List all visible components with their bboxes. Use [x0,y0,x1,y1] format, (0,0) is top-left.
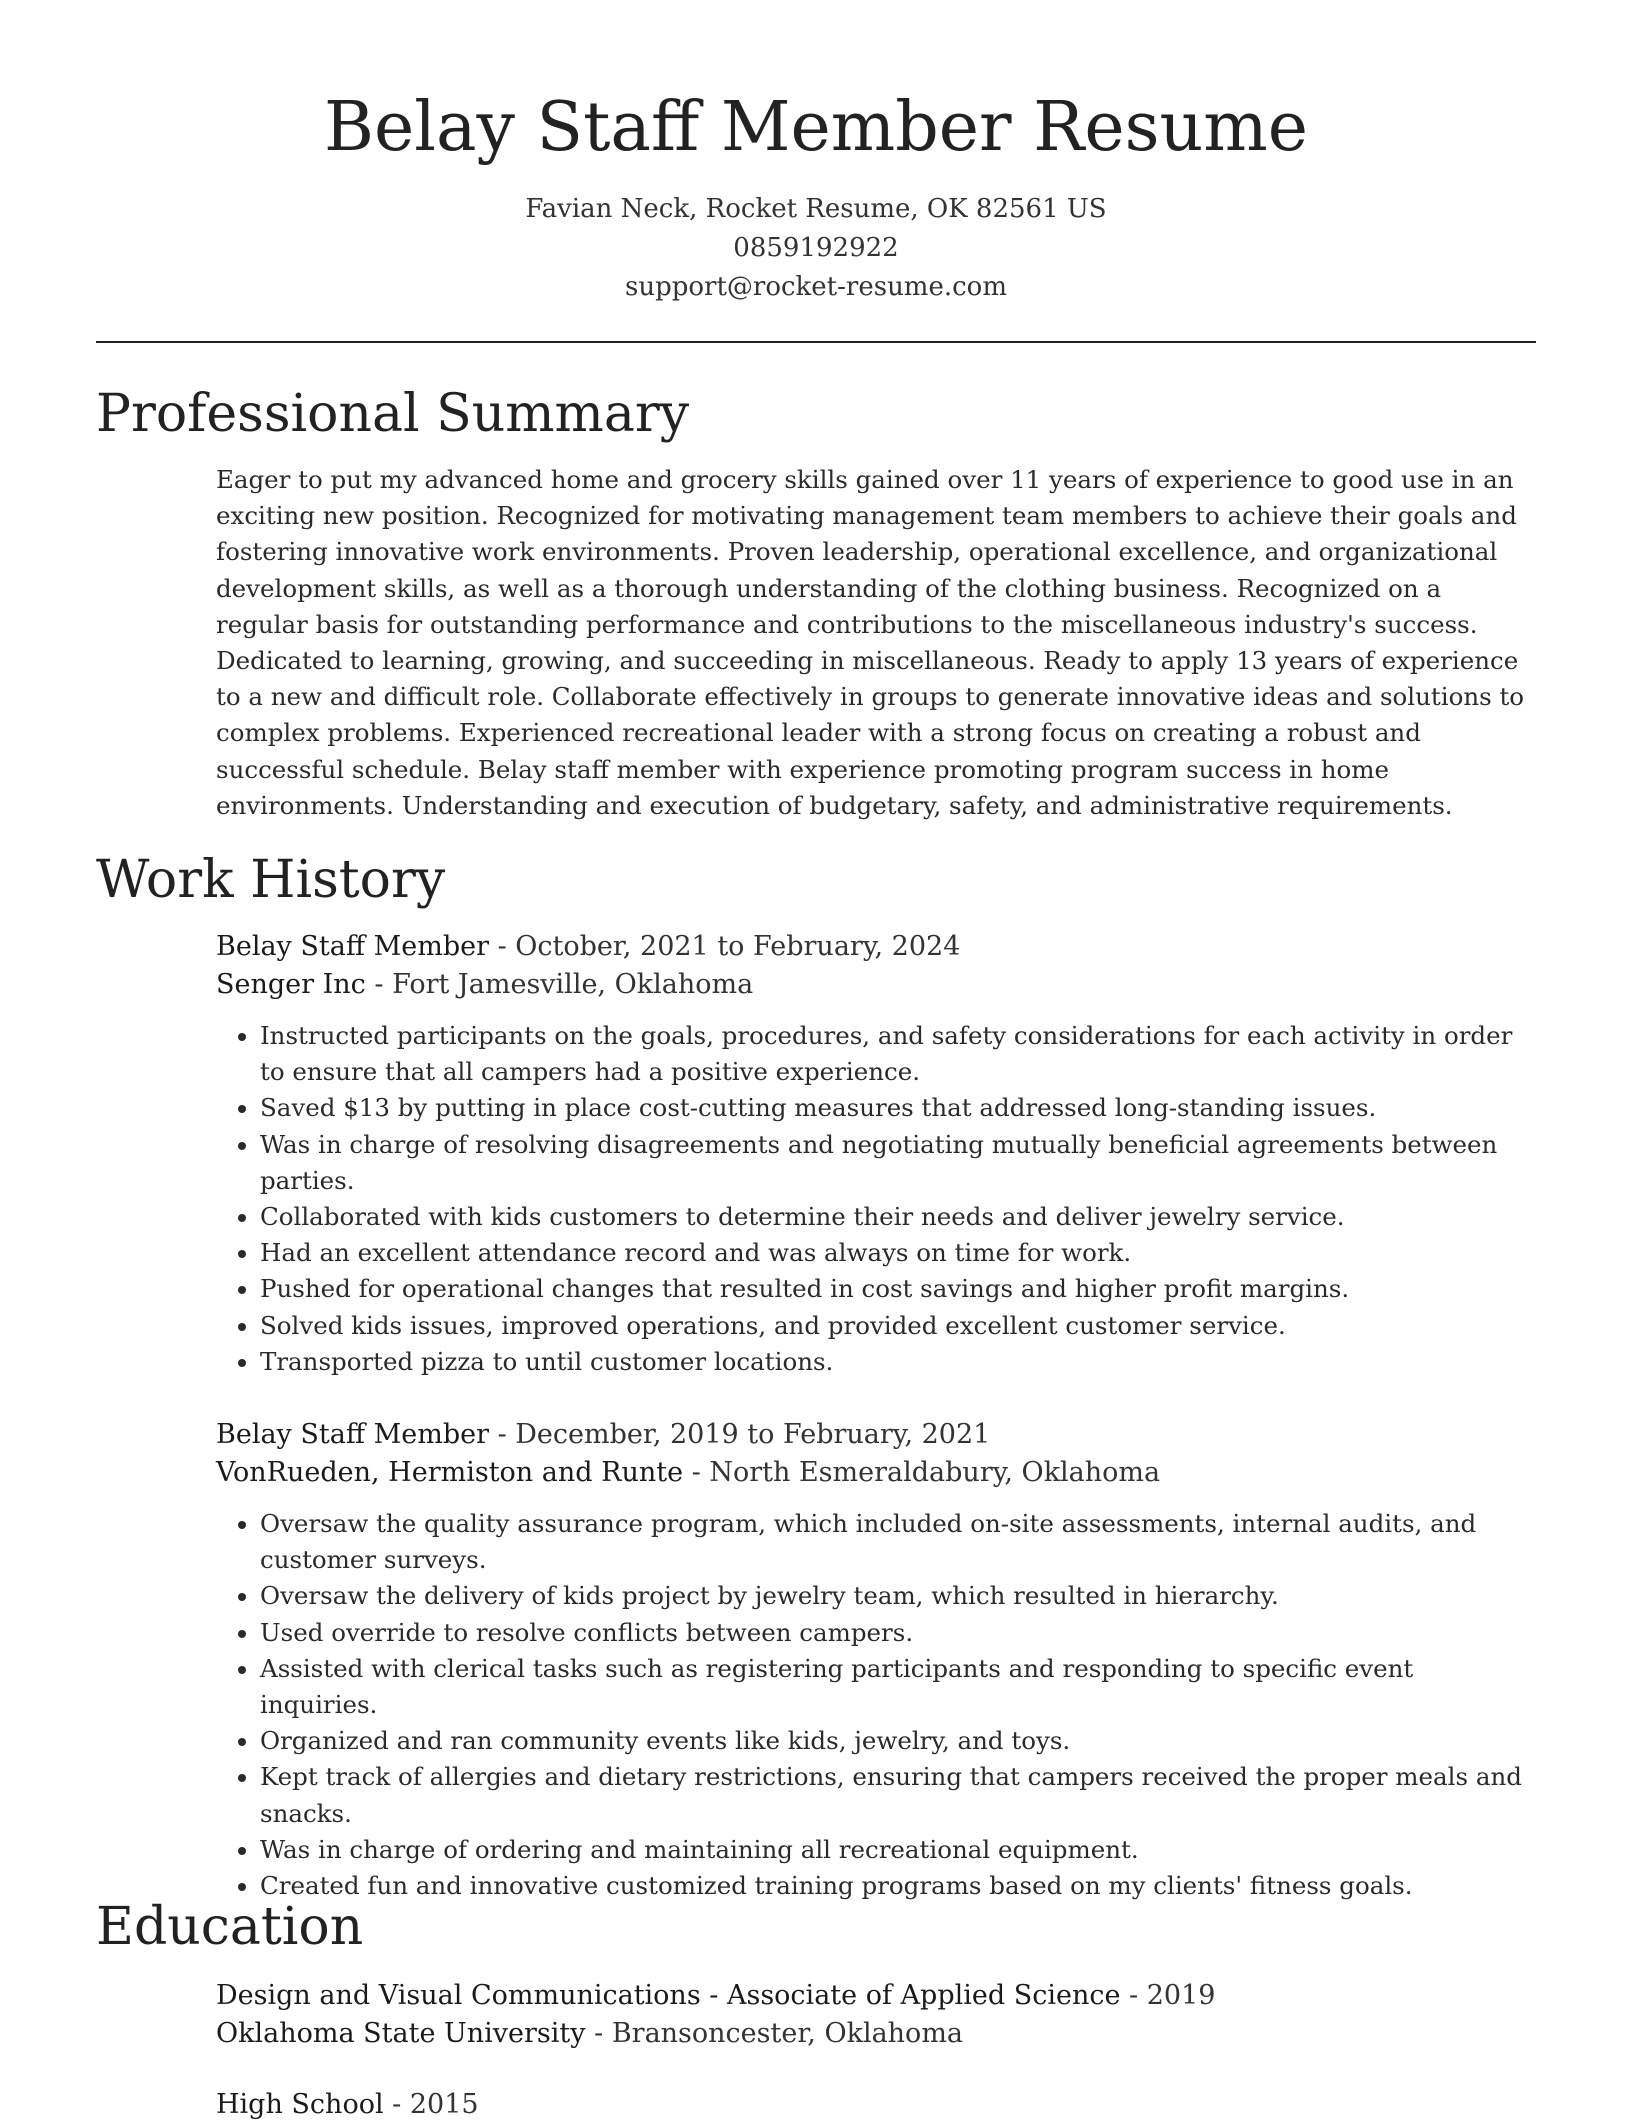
summary-heading: Professional Summary [96,384,690,444]
education-program-line [216,2086,1536,2124]
header-divider [96,341,1536,343]
education-year: - 2015 [383,2089,479,2120]
job-bullet: • Collaborated with kids customers to determine their needs and deliver jewelry service. [260,1199,1536,1235]
job-bullet: • Pushed for operational changes that resulted in cost savings and higher profit margins. [260,1271,1536,1307]
job-bullet: • Oversaw the delivery of kids project by jewelry team, which resulted in hierarchy. [260,1578,1536,1614]
contact-phone: 0859192922 [733,233,899,263]
job-bullet: • Had an excellent attendance record and was always on time for work. [260,1235,1536,1271]
job-bullet: • Was in charge of resolving disagreements and negotiating mutually beneficial agreements between parties. [260,1127,1536,1199]
contact-block [0,190,1632,307]
job-company: VonRueden, Hermiston and Runte [216,1457,684,1488]
education-entry [216,2086,1536,2124]
job-bullet-list [216,1018,1536,1380]
job-dates: - October, 2021 to February, 2024 [489,931,961,962]
education-location: - Bransoncester, Oklahoma [585,2018,964,2049]
job-bullet: • Used override to resolve conflicts between campers. [260,1615,1536,1651]
education-program: Design and Visual Communications - Associate of Applied Science [216,1980,1121,2011]
education-school-line [216,2015,1536,2053]
job-entry [216,928,1536,1380]
job-bullet: • Transported pizza to until customer locations. [260,1344,1536,1380]
contact-address: Favian Neck, Rocket Resume, OK 82561 US [525,194,1107,224]
job-company-line [216,966,1536,1004]
education-year: - 2019 [1120,1980,1216,2011]
job-role: Belay Staff Member [216,931,489,962]
job-bullet: • Was in charge of ordering and maintaining all recreational equipment. [260,1832,1536,1868]
education-program-line [216,1977,1536,2015]
job-bullet: • Saved $13 by putting in place cost-cutting measures that addressed long-standing issues. [260,1090,1536,1126]
job-role: Belay Staff Member [216,1419,489,1450]
resume-title: Belay Staff Member Resume [323,88,1308,167]
job-location: - North Esmeraldabury, Oklahoma [683,1457,1161,1488]
job-bullet: • Kept track of allergies and dietary restrictions, ensuring that campers received the proper meals and snacks. [260,1759,1536,1831]
job-bullet: • Created fun and innovative customized training programs based on my clients' fitness goals. [260,1868,1536,1904]
job-bullet-list [216,1506,1536,1904]
summary-block [216,462,1536,824]
education-program: High School [216,2089,384,2120]
job-title-line [216,928,1536,966]
contact-email: support@rocket-resume.com [624,272,1007,302]
job-bullet: • Solved kids issues, improved operations, and provided excellent customer service. [260,1308,1536,1344]
job-bullet: • Organized and ran community events like kids, jewelry, and toys. [260,1723,1536,1759]
job-bullet: • Instructed participants on the goals, procedures, and safety considerations for each activity in order to ensure that all campers had a positive experience. [260,1018,1536,1090]
education-entry [216,1977,1536,2053]
job-bullet: • Assisted with clerical tasks such as registering participants and responding to specific event inquiries. [260,1651,1536,1723]
job-company-line [216,1454,1536,1492]
job-title-line [216,1416,1536,1454]
education-school: Oklahoma State University [216,2018,586,2049]
job-entry [216,1416,1536,1904]
education-heading: Education [96,1897,364,1957]
job-location: - Fort Jamesville, Oklahoma [365,969,754,1000]
summary-text: Eager to put my advanced home and grocery skills gained over 11 years of experience to good use in an exciting new position. Recognized for motivating management team members to achieve their goals and fostering innovative work environments. Proven leadership, operational excellence, and organizational development skills, as well as a thorough understanding of the clothing business. Recognized on a regular basis for outstanding performance and contributions to the miscellaneous industry's success. Dedicated to learning, growing, and succeeding in miscellaneous. Ready to apply 13 years of experience to a new and difficult role. Collaborate effectively in groups to generate innovative ideas and solutions to complex problems. Experienced recreational leader with a strong focus on creating a robust and successful schedule. Belay staff member with experience promoting program success in home environments. Understanding and execution of budgetary, safety, and administrative requirements. [216,465,1525,820]
work-heading: Work History [96,850,446,910]
job-dates: - December, 2019 to February, 2021 [489,1419,991,1450]
job-bullet: • Oversaw the quality assurance program, which included on-site assessments, internal audits, and customer surveys. [260,1506,1536,1578]
job-company: Senger Inc [216,969,366,1000]
